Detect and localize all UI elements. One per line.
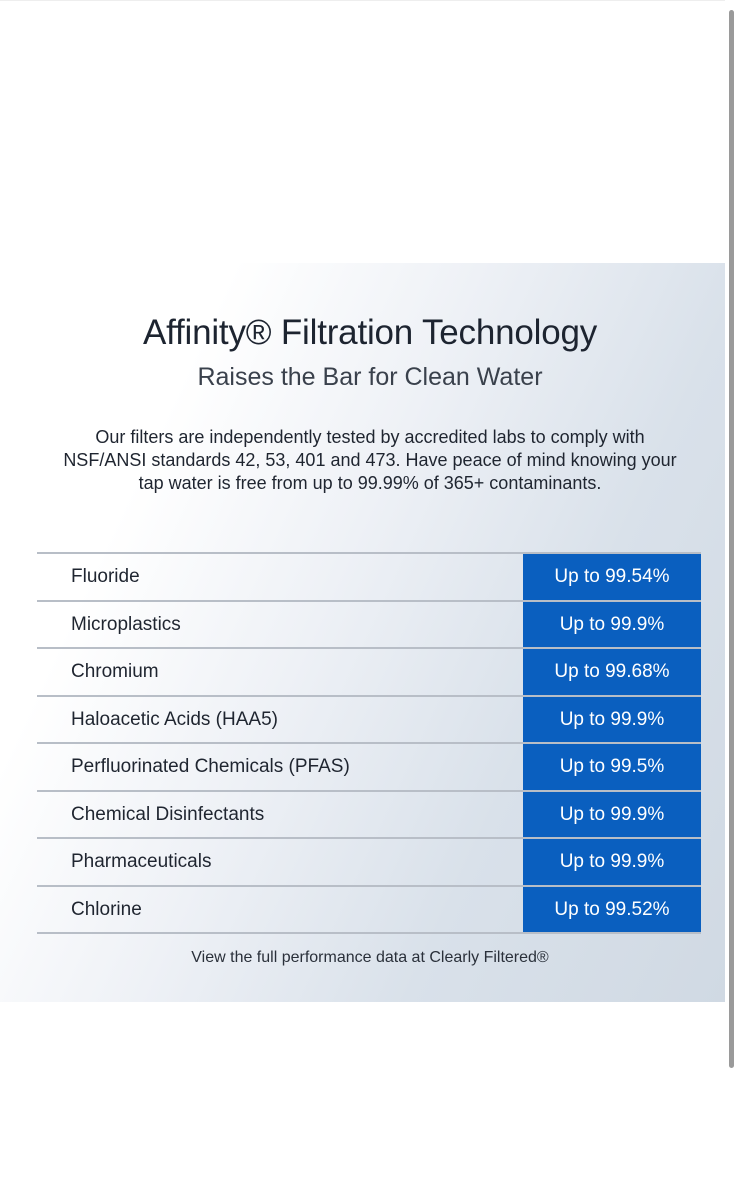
contaminant-name: Perfluorinated Chemicals (PFAS) (71, 756, 350, 777)
reduction-value: Up to 99.9% (523, 839, 701, 885)
reduction-value: Up to 99.9% (523, 697, 701, 743)
contaminant-name: Chromium (71, 661, 159, 682)
contaminant-name: Haloacetic Acids (HAA5) (71, 708, 278, 730)
contaminant-table (37, 552, 701, 934)
scrollbar-thumb[interactable] (729, 10, 734, 1068)
reduction-value: Up to 99.5% (523, 744, 701, 790)
top-divider (0, 0, 739, 1)
reduction-value: Up to 99.52% (523, 887, 701, 933)
filtration-panel (0, 263, 726, 1002)
table-row (37, 649, 701, 697)
contaminant-name: Chemical Disinfectants (71, 803, 265, 825)
reduction-value: Up to 99.9% (523, 792, 701, 838)
performance-data-link[interactable]: View the full performance data at Clearly Filtered® (191, 949, 549, 966)
reduction-value: Up to 99.68% (523, 649, 701, 695)
contaminant-name: Pharmaceuticals (71, 851, 212, 872)
reduction-value: Up to 99.54% (523, 554, 701, 600)
table-row (37, 697, 701, 745)
table-row (37, 554, 701, 602)
section-title: Affinity® Filtration Technology (142, 313, 598, 352)
contaminant-name: Chlorine (71, 898, 142, 920)
table-row (37, 839, 701, 887)
section-subtitle: Raises the Bar for Clean Water (197, 363, 543, 391)
reduction-value: Up to 99.9% (523, 602, 701, 648)
contaminant-name: Microplastics (71, 613, 181, 635)
table-row (37, 887, 701, 935)
table-row (37, 792, 701, 840)
table-row (37, 602, 701, 650)
table-row (37, 744, 701, 792)
contaminant-name: Fluoride (71, 566, 140, 587)
section-description: Our filters are independently tested by accredited labs to comply with NSF/ANSI standards 42, 53, 401 and 473. Have peace of mind knowing your tap water is free from up to 99.99% of 365+ contaminants. (63, 427, 677, 493)
